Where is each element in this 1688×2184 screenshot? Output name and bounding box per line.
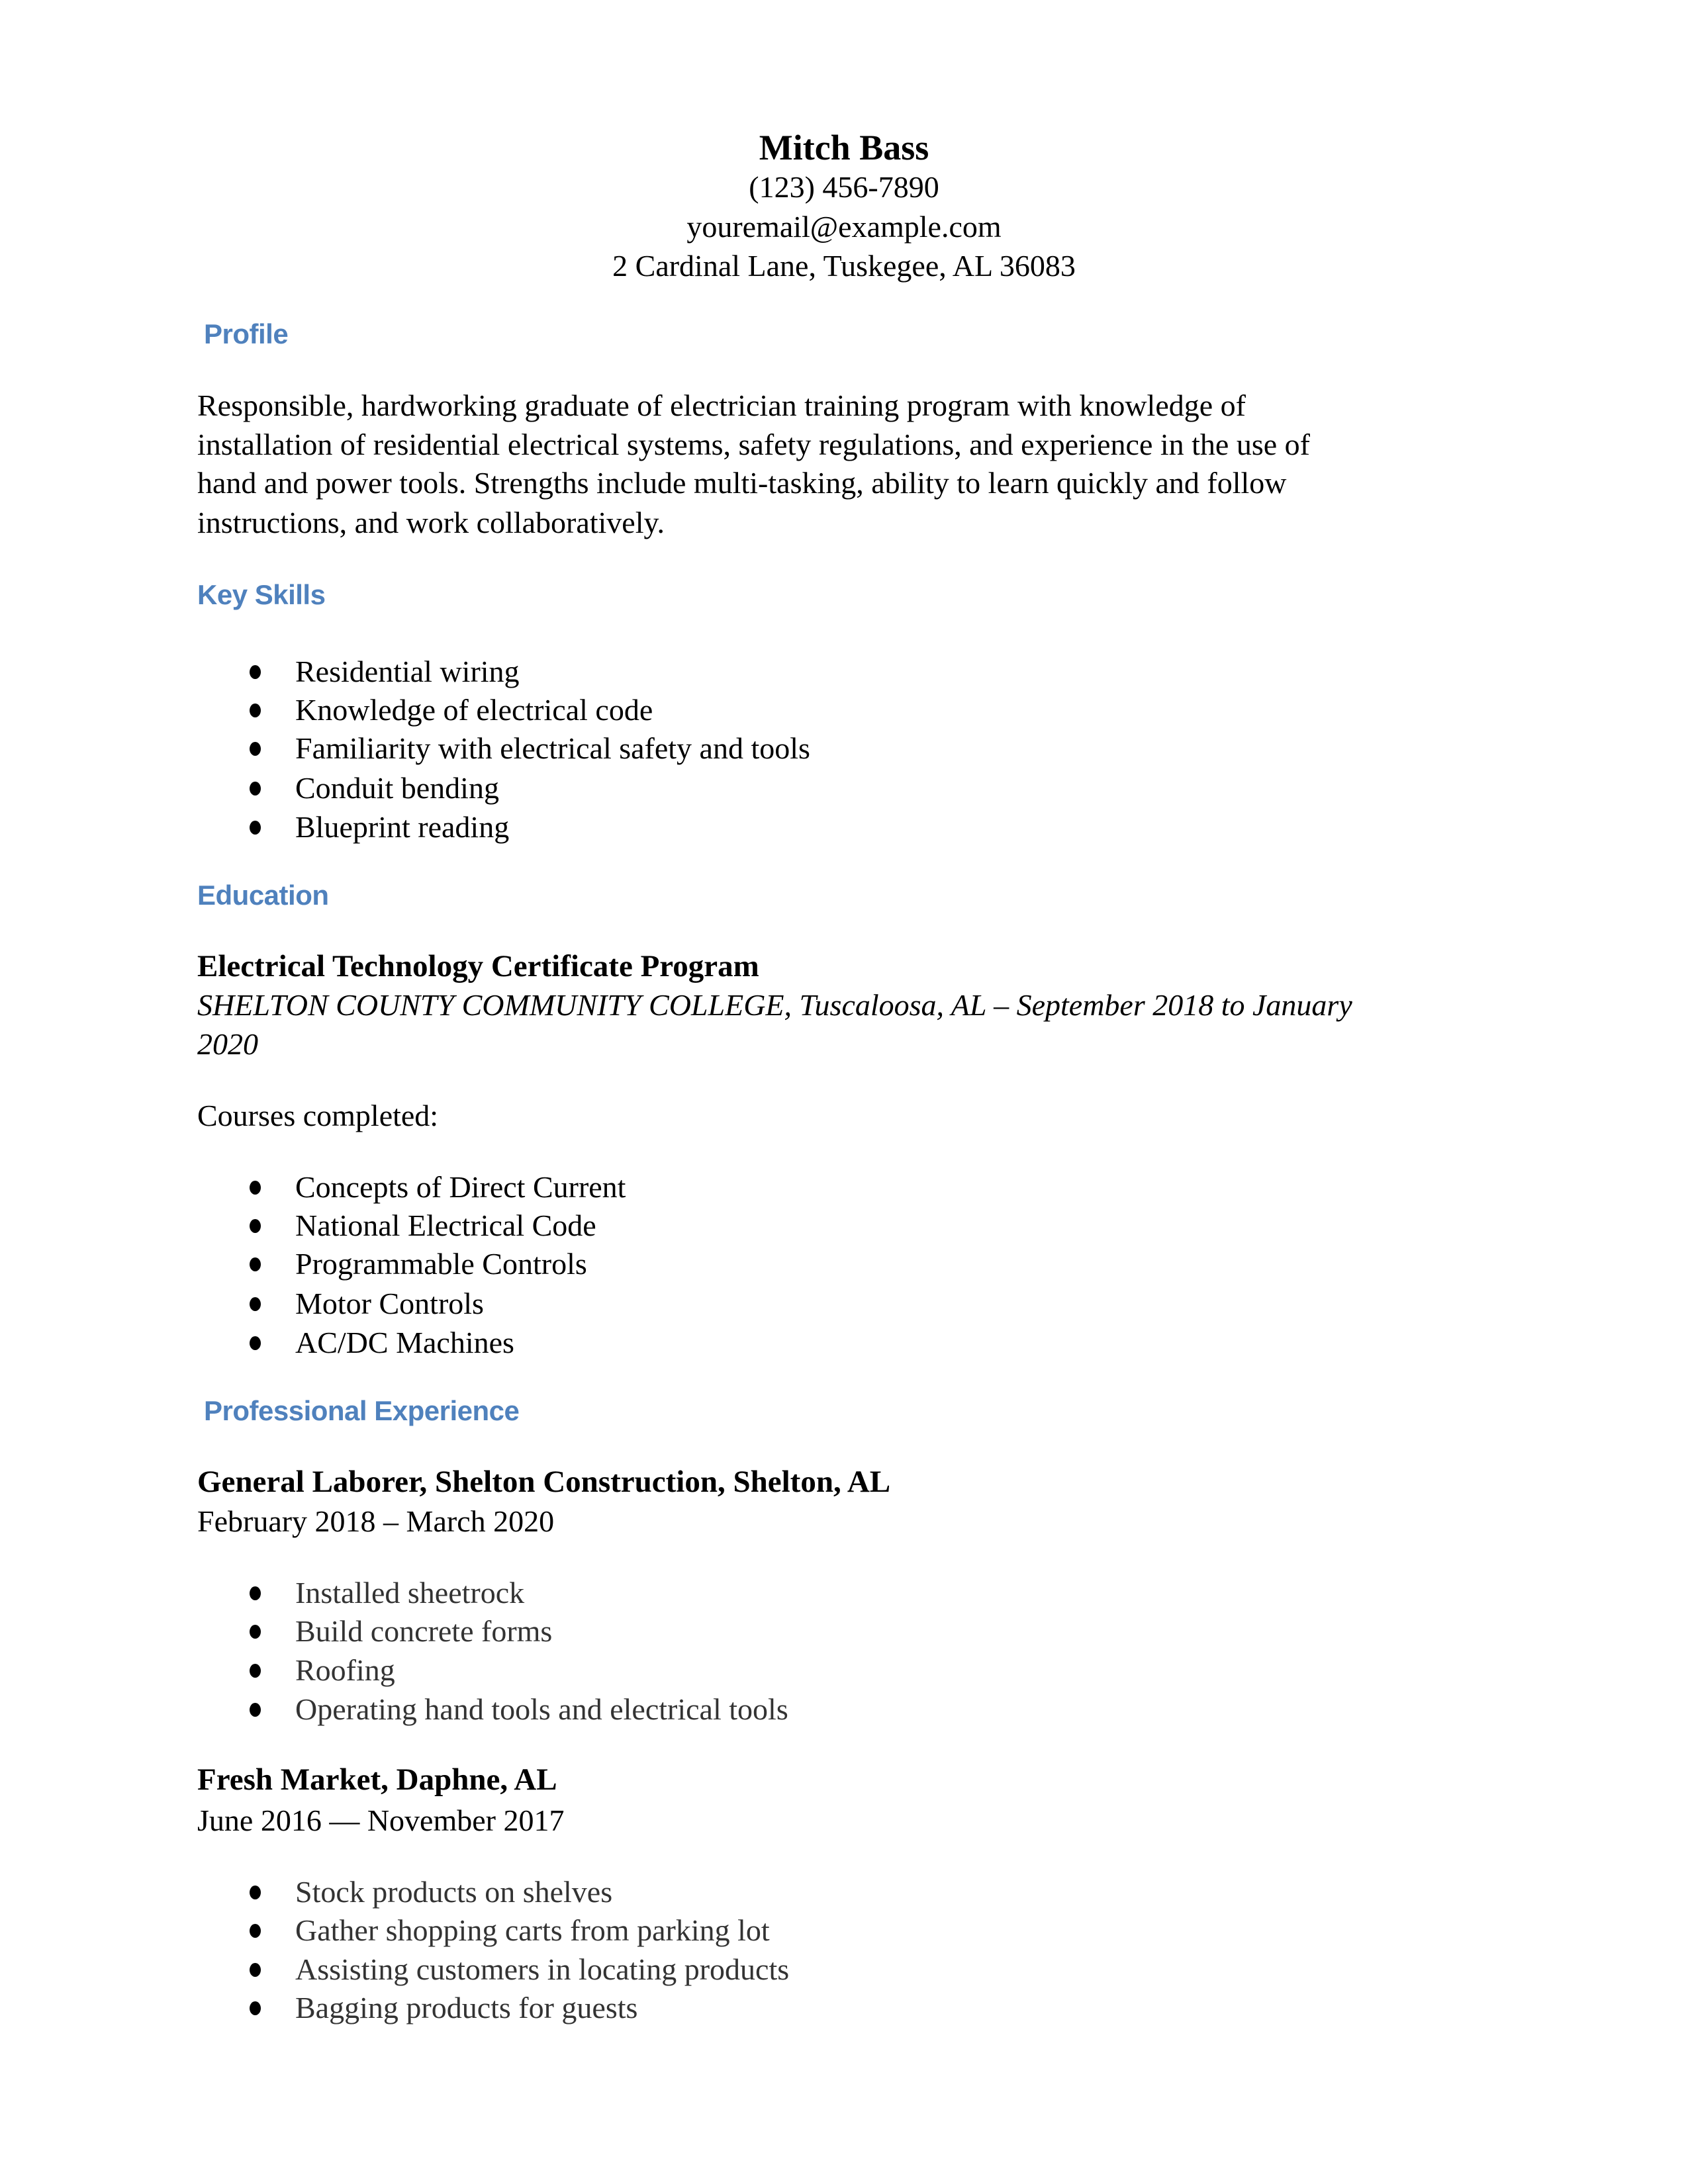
duty-item: Installed sheetrock xyxy=(295,1576,525,1610)
duty-item: Gather shopping carts from parking lot xyxy=(295,1913,770,1947)
bullet-icon xyxy=(250,704,261,717)
bullet-icon xyxy=(250,2001,261,2015)
bullet-icon xyxy=(250,1664,261,1678)
profile-heading: Profile xyxy=(204,318,289,349)
bullet-icon xyxy=(250,1625,261,1639)
school-line: SHELTON COUNTY COMMUNITY COLLEGE, Tuscaloosa, AL – September 2018 to January xyxy=(197,988,1352,1022)
bullet-icon xyxy=(250,1181,261,1195)
course-item: AC/DC Machines xyxy=(295,1326,514,1359)
duty-item: Bagging products for guests xyxy=(295,1991,638,2025)
bullet-icon xyxy=(250,1924,261,1938)
course-item: Concepts of Direct Current xyxy=(295,1170,626,1204)
experience-heading: Professional Experience xyxy=(204,1395,520,1426)
profile-line: instructions, and work collaboratively. xyxy=(197,506,665,539)
skill-item: Blueprint reading xyxy=(295,810,510,844)
bullet-icon xyxy=(250,1703,261,1717)
bullet-icon xyxy=(250,1219,261,1233)
bullet-icon xyxy=(250,665,261,679)
profile-line: hand and power tools. Strengths include multi-tasking, ability to learn quickly and follow xyxy=(197,466,1287,500)
bullet-icon xyxy=(250,1297,261,1311)
bullet-icon xyxy=(250,821,261,835)
job-dates: February 2018 – March 2020 xyxy=(197,1504,555,1538)
home-address: 2 Cardinal Lane, Tuskegee, AL 36083 xyxy=(612,249,1076,283)
bullet-icon xyxy=(250,782,261,796)
profile-line: installation of residential electrical systems, safety regulations, and experience in the use of xyxy=(197,428,1310,461)
duty-item: Build concrete forms xyxy=(295,1614,553,1648)
job-dates: June 2016 — November 2017 xyxy=(197,1803,565,1837)
skill-item: Knowledge of electrical code xyxy=(295,693,653,727)
course-item: National Electrical Code xyxy=(295,1208,596,1242)
key-skills-heading: Key Skills xyxy=(197,579,326,610)
bullet-icon xyxy=(250,1886,261,1899)
bullet-icon xyxy=(250,1586,261,1600)
phone-number: (123) 456-7890 xyxy=(749,170,939,204)
bullet-icon xyxy=(250,742,261,756)
bullet-icon xyxy=(250,1257,261,1271)
skill-item: Familiarity with electrical safety and tools xyxy=(295,731,810,765)
education-heading: Education xyxy=(197,880,329,911)
course-item: Motor Controls xyxy=(295,1287,484,1320)
job-title: General Laborer, Shelton Construction, Shelton, AL xyxy=(197,1465,891,1499)
duty-item: Roofing xyxy=(295,1653,395,1687)
candidate-name: Mitch Bass xyxy=(759,128,929,167)
courses-label: Courses completed: xyxy=(197,1099,439,1132)
course-item: Programmable Controls xyxy=(295,1247,587,1281)
email-address: youremail@example.com xyxy=(686,210,1002,244)
duty-item: Operating hand tools and electrical tools xyxy=(295,1692,788,1726)
school-line: 2020 xyxy=(197,1027,258,1061)
skill-item: Residential wiring xyxy=(295,655,520,688)
duty-item: Stock products on shelves xyxy=(295,1875,613,1909)
bullet-icon xyxy=(250,1963,261,1977)
job-title: Fresh Market, Daphne, AL xyxy=(197,1762,557,1797)
program-title: Electrical Technology Certificate Program xyxy=(197,949,759,983)
profile-line: Responsible, hardworking graduate of electrician training program with knowledge of xyxy=(197,388,1246,422)
duty-item: Assisting customers in locating products xyxy=(295,1952,790,1986)
skill-item: Conduit bending xyxy=(295,771,499,805)
bullet-icon xyxy=(250,1336,261,1350)
